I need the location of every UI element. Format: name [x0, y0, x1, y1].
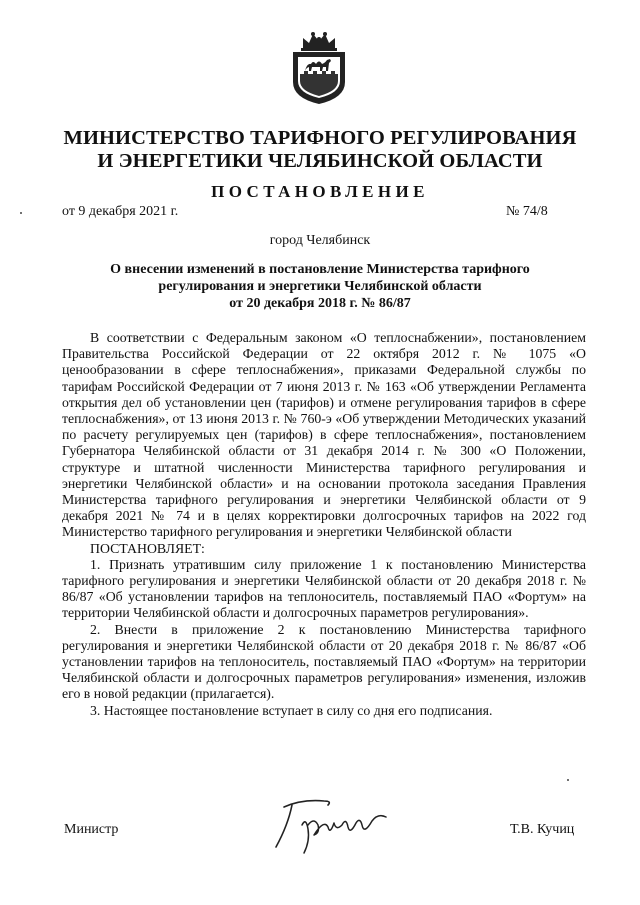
clause-2: 2. Внести в приложение 2 к постановлению Министерства тарифного регулирования и энергетики Челябинской области от 20 декабря 2018 г. № 86/87 «Об установлении тарифов на теплоноситель, поставляемый ПАО «Фортум» на территории Челябинской области и долгосрочных параметров регулирования» изменения, изложив его в новой редакции (прилагается). — [62, 621, 586, 702]
document-type: ПОСТАНОВЛЕНИЕ — [211, 182, 429, 201]
minister-title: Министр — [64, 822, 119, 837]
minister-name: Т.В. Кучиц — [510, 822, 575, 837]
document-city: город Челябинск — [269, 233, 371, 248]
scan-speck — [20, 212, 22, 214]
handwritten-signature-icon — [262, 795, 392, 857]
document-date: от 9 декабря 2021 г. — [62, 204, 179, 219]
ministry-name — [0, 127, 640, 173]
subject-line3: от 20 декабря 2018 г. № 86/87 — [229, 296, 411, 311]
chelyabinsk-coat-of-arms-icon — [287, 30, 351, 106]
document-body — [62, 330, 586, 719]
ministry-name-line1: МИНИСТЕРСТВО ТАРИФНОГО РЕГУЛИРОВАНИЯ — [63, 127, 577, 149]
preamble-paragraph: В соответствии с Федеральным законом «О теплоснабжении», постановлением Правительства Российской Федерации от 22 октября 2012 г. № 1075 «О ценообразовании в сфере теплоснабжения», приказами Федеральной службы по тарифам Российской Федерации от 7 июня 2013 г. № 163 «Об утверждении Регламента открытия дел об установлении цен (тарифов) и отмене регулирования тарифов в сфере теплоснабжения», от 13 июня 2013 г. № 760-э «Об утверждении Методических указаний по расчету регулируемых цен (тарифов) в сфере теплоснабжения», постановлением Губернатора Челябинской области от 31 декабря 2014 г. № 300 «О Положении, структуре и штатной численности Министерства тарифного регулирования и энергетики Челябинской области» и на основании протокола заседания Правления Министерства тарифного регулирования и энергетики Челябинской области от 9 декабря 2021 № 74 и в целях корректировки долгосрочных тарифов на 2022 год Министерство тарифного регулирования и энергетики Челябинской области — [62, 330, 586, 540]
document-number: № 74/8 — [506, 204, 548, 219]
subject-line2: регулирования и энергетики Челябинской области — [158, 279, 482, 294]
clause-3: 3. Настоящее постановление вступает в силу со дня его подписания. — [90, 702, 493, 718]
document-subject — [90, 261, 550, 312]
ministry-name-line2: И ЭНЕРГЕТИКИ ЧЕЛЯБИНСКОЙ ОБЛАСТИ — [97, 150, 543, 172]
clause-1: 1. Признать утратившим силу приложение 1 к постановлению Министерства тарифного регулирования и энергетики Челябинской области от 20 декабря 2018 г. № 86/87 «Об установлении тарифов на теплоноситель, поставляемый ПАО «Фортум» на территории Челябинской области и долгосрочных параметров регулирования». — [62, 556, 586, 621]
subject-line1: О внесении изменений в постановление Министерства тарифного — [110, 262, 530, 277]
scan-speck — [567, 779, 569, 781]
decree-word: ПОСТАНОВЛЯЕТ: — [90, 540, 205, 556]
